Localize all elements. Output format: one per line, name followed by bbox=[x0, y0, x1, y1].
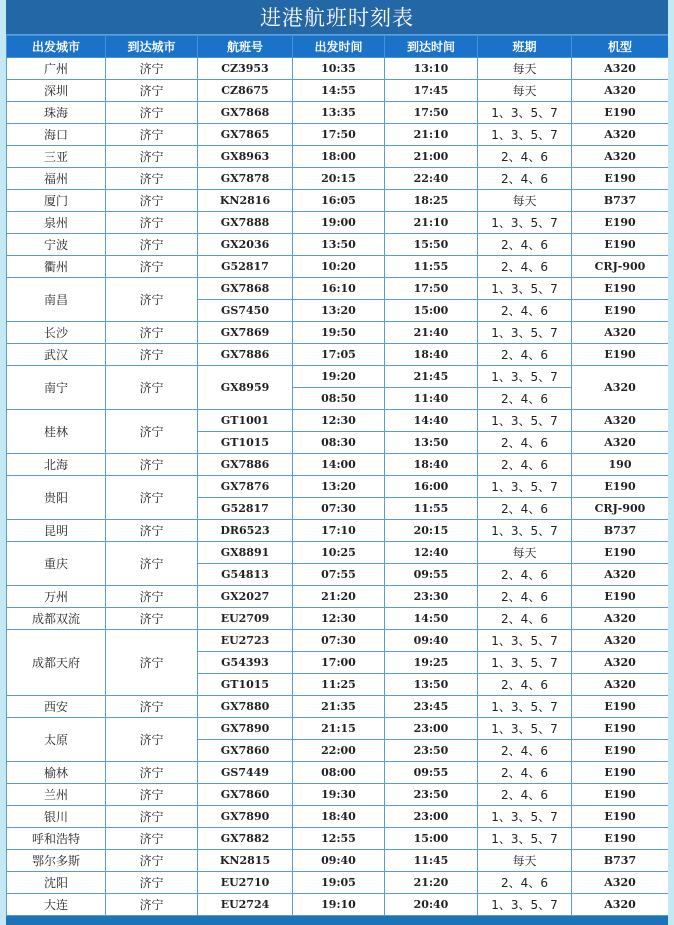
origin-city: 呼和浩特 bbox=[7, 828, 106, 850]
aircraft-type: A320 bbox=[572, 894, 669, 916]
destination-city: 济宁 bbox=[106, 322, 198, 344]
aircraft-type: CRJ-900 bbox=[572, 256, 669, 278]
departure-time: 19:20 bbox=[293, 366, 385, 388]
arrival-time: 23:50 bbox=[385, 740, 478, 762]
arrival-time: 23:45 bbox=[385, 696, 478, 718]
arrival-time: 23:00 bbox=[385, 806, 478, 828]
destination-city: 济宁 bbox=[106, 256, 198, 278]
header-arrival-time: 到达时间 bbox=[385, 36, 478, 58]
origin-city: 重庆 bbox=[7, 542, 106, 586]
aircraft-type: E190 bbox=[572, 278, 669, 300]
schedule-days: 2、4、6 bbox=[478, 498, 572, 520]
table-row bbox=[7, 476, 669, 498]
header-schedule-days: 班期 bbox=[478, 36, 572, 58]
origin-city: 宁波 bbox=[7, 234, 106, 256]
schedule-body bbox=[7, 58, 669, 916]
departure-time: 14:00 bbox=[293, 454, 385, 476]
table-row bbox=[7, 168, 669, 190]
schedule-days: 每天 bbox=[478, 80, 572, 102]
departure-time: 21:20 bbox=[293, 586, 385, 608]
flight-number: G52817 bbox=[198, 498, 293, 520]
departure-time: 16:05 bbox=[293, 190, 385, 212]
departure-time: 17:00 bbox=[293, 652, 385, 674]
departure-time: 09:40 bbox=[293, 850, 385, 872]
departure-time: 07:30 bbox=[293, 630, 385, 652]
departure-time: 13:50 bbox=[293, 234, 385, 256]
schedule-days: 1、3、5、7 bbox=[478, 322, 572, 344]
schedule-days: 1、3、5、7 bbox=[478, 212, 572, 234]
origin-city: 兰州 bbox=[7, 784, 106, 806]
departure-time: 21:35 bbox=[293, 696, 385, 718]
table-row bbox=[7, 586, 669, 608]
table-row bbox=[7, 80, 669, 102]
destination-city: 济宁 bbox=[106, 410, 198, 454]
flight-number: GX7886 bbox=[198, 454, 293, 476]
departure-time: 20:15 bbox=[293, 168, 385, 190]
arrival-time: 11:40 bbox=[385, 388, 478, 410]
flight-number: DR6523 bbox=[198, 520, 293, 542]
table-row bbox=[7, 212, 669, 234]
flight-number: G52817 bbox=[198, 256, 293, 278]
aircraft-type: E190 bbox=[572, 542, 669, 564]
flight-number: GX7876 bbox=[198, 476, 293, 498]
origin-city: 大连 bbox=[7, 894, 106, 916]
departure-time: 08:50 bbox=[293, 388, 385, 410]
flight-number: GX7860 bbox=[198, 784, 293, 806]
table-row bbox=[7, 806, 669, 828]
table-row bbox=[7, 234, 669, 256]
flight-number: GX7878 bbox=[198, 168, 293, 190]
table-row bbox=[7, 102, 669, 124]
schedule-days: 2、4、6 bbox=[478, 674, 572, 696]
schedule-days: 1、3、5、7 bbox=[478, 102, 572, 124]
arrival-time: 21:20 bbox=[385, 872, 478, 894]
departure-time: 22:00 bbox=[293, 740, 385, 762]
departure-time: 10:35 bbox=[293, 58, 385, 80]
arrival-time: 23:00 bbox=[385, 718, 478, 740]
arrival-schedule-table bbox=[6, 35, 668, 916]
flight-number: GX8891 bbox=[198, 542, 293, 564]
departure-time: 10:20 bbox=[293, 256, 385, 278]
title-bar bbox=[6, 0, 668, 35]
table-row bbox=[7, 256, 669, 278]
flight-number: GT1015 bbox=[198, 432, 293, 454]
departure-time: 12:55 bbox=[293, 828, 385, 850]
origin-city: 贵阳 bbox=[7, 476, 106, 520]
origin-city: 北海 bbox=[7, 454, 106, 476]
departure-time: 12:30 bbox=[293, 608, 385, 630]
origin-city: 珠海 bbox=[7, 102, 106, 124]
aircraft-type: A320 bbox=[572, 674, 669, 696]
header-departure-time: 出发时间 bbox=[293, 36, 385, 58]
flight-number: GT1015 bbox=[198, 674, 293, 696]
arrival-time: 14:50 bbox=[385, 608, 478, 630]
destination-city: 济宁 bbox=[106, 784, 198, 806]
schedule-days: 2、4、6 bbox=[478, 740, 572, 762]
schedule-days: 每天 bbox=[478, 542, 572, 564]
destination-city: 济宁 bbox=[106, 80, 198, 102]
departure-time: 17:50 bbox=[293, 124, 385, 146]
aircraft-type: E190 bbox=[572, 740, 669, 762]
table-row bbox=[7, 696, 669, 718]
arrival-time: 21:00 bbox=[385, 146, 478, 168]
aircraft-type: A320 bbox=[572, 80, 669, 102]
destination-city: 济宁 bbox=[106, 168, 198, 190]
aircraft-type: A320 bbox=[572, 410, 669, 432]
schedule-days: 2、4、6 bbox=[478, 300, 572, 322]
destination-city: 济宁 bbox=[106, 586, 198, 608]
flight-number: GX7880 bbox=[198, 696, 293, 718]
aircraft-type: B737 bbox=[572, 850, 669, 872]
schedule-days: 2、4、6 bbox=[478, 586, 572, 608]
arrival-time: 15:00 bbox=[385, 300, 478, 322]
arrival-time: 17:50 bbox=[385, 278, 478, 300]
schedule-days: 1、3、5、7 bbox=[478, 894, 572, 916]
table-row bbox=[7, 58, 669, 80]
destination-city: 济宁 bbox=[106, 58, 198, 80]
table-row bbox=[7, 322, 669, 344]
flight-number: GX7890 bbox=[198, 806, 293, 828]
schedule-days: 2、4、6 bbox=[478, 256, 572, 278]
destination-city: 济宁 bbox=[106, 828, 198, 850]
arrival-time: 12:40 bbox=[385, 542, 478, 564]
header-flight-no: 航班号 bbox=[198, 36, 293, 58]
table-row bbox=[7, 520, 669, 542]
flight-number: GX7886 bbox=[198, 344, 293, 366]
origin-city: 深圳 bbox=[7, 80, 106, 102]
destination-city: 济宁 bbox=[106, 146, 198, 168]
arrival-time: 15:50 bbox=[385, 234, 478, 256]
arrival-time: 18:40 bbox=[385, 454, 478, 476]
departure-time: 19:05 bbox=[293, 872, 385, 894]
destination-city: 济宁 bbox=[106, 520, 198, 542]
aircraft-type: A320 bbox=[572, 366, 669, 410]
aircraft-type: A320 bbox=[572, 872, 669, 894]
flight-number: G54813 bbox=[198, 564, 293, 586]
aircraft-type: E190 bbox=[572, 168, 669, 190]
table-row bbox=[7, 828, 669, 850]
departure-time: 13:20 bbox=[293, 300, 385, 322]
schedule-days: 2、4、6 bbox=[478, 762, 572, 784]
destination-city: 济宁 bbox=[106, 718, 198, 762]
schedule-panel bbox=[6, 0, 668, 925]
flight-number: GX7860 bbox=[198, 740, 293, 762]
departure-time: 08:00 bbox=[293, 762, 385, 784]
schedule-days: 1、3、5、7 bbox=[478, 278, 572, 300]
flight-number: G54393 bbox=[198, 652, 293, 674]
arrival-time: 20:40 bbox=[385, 894, 478, 916]
origin-city: 南宁 bbox=[7, 366, 106, 410]
departure-time: 08:30 bbox=[293, 432, 385, 454]
origin-city: 成都天府 bbox=[7, 630, 106, 696]
table-row bbox=[7, 278, 669, 300]
aircraft-type: A320 bbox=[572, 608, 669, 630]
departure-time: 07:55 bbox=[293, 564, 385, 586]
departure-time: 21:15 bbox=[293, 718, 385, 740]
aircraft-type: B737 bbox=[572, 520, 669, 542]
arrival-time: 23:50 bbox=[385, 784, 478, 806]
destination-city: 济宁 bbox=[106, 476, 198, 520]
arrival-time: 17:45 bbox=[385, 80, 478, 102]
flight-number: EU2723 bbox=[198, 630, 293, 652]
destination-city: 济宁 bbox=[106, 630, 198, 696]
arrival-time: 11:45 bbox=[385, 850, 478, 872]
schedule-days: 2、4、6 bbox=[478, 432, 572, 454]
schedule-days: 2、4、6 bbox=[478, 344, 572, 366]
table-row bbox=[7, 872, 669, 894]
table-row bbox=[7, 344, 669, 366]
aircraft-type: E190 bbox=[572, 300, 669, 322]
table-row bbox=[7, 630, 669, 652]
page-title: 进港航班时刻表 bbox=[260, 6, 414, 30]
flight-number: GS7450 bbox=[198, 300, 293, 322]
table-row bbox=[7, 190, 669, 212]
origin-city: 衢州 bbox=[7, 256, 106, 278]
table-row bbox=[7, 608, 669, 630]
table-row bbox=[7, 784, 669, 806]
destination-city: 济宁 bbox=[106, 366, 198, 410]
arrival-time: 09:40 bbox=[385, 630, 478, 652]
flight-number: EU2709 bbox=[198, 608, 293, 630]
aircraft-type: CRJ-900 bbox=[572, 498, 669, 520]
schedule-days: 2、4、6 bbox=[478, 872, 572, 894]
schedule-days: 2、4、6 bbox=[478, 608, 572, 630]
schedule-days: 1、3、5、7 bbox=[478, 696, 572, 718]
departure-time: 17:05 bbox=[293, 344, 385, 366]
table-row bbox=[7, 542, 669, 564]
destination-city: 济宁 bbox=[106, 894, 198, 916]
header-destination: 到达城市 bbox=[106, 36, 198, 58]
origin-city: 厦门 bbox=[7, 190, 106, 212]
aircraft-type: E190 bbox=[572, 696, 669, 718]
header-aircraft: 机型 bbox=[572, 36, 669, 58]
flight-number: GX8963 bbox=[198, 146, 293, 168]
schedule-days: 2、4、6 bbox=[478, 168, 572, 190]
aircraft-type: A320 bbox=[572, 322, 669, 344]
flight-number: KN2815 bbox=[198, 850, 293, 872]
table-row bbox=[7, 124, 669, 146]
aircraft-type: A320 bbox=[572, 124, 669, 146]
schedule-days: 每天 bbox=[478, 850, 572, 872]
arrival-time: 15:00 bbox=[385, 828, 478, 850]
schedule-days: 1、3、5、7 bbox=[478, 410, 572, 432]
destination-city: 济宁 bbox=[106, 278, 198, 322]
flight-number: GX2036 bbox=[198, 234, 293, 256]
flight-number: GX8959 bbox=[198, 366, 293, 410]
schedule-days: 2、4、6 bbox=[478, 564, 572, 586]
arrival-time: 13:50 bbox=[385, 432, 478, 454]
destination-city: 济宁 bbox=[106, 850, 198, 872]
departure-time: 17:10 bbox=[293, 520, 385, 542]
origin-city: 太原 bbox=[7, 718, 106, 762]
arrival-time: 16:00 bbox=[385, 476, 478, 498]
flight-number: GX7888 bbox=[198, 212, 293, 234]
flight-number: GX7890 bbox=[198, 718, 293, 740]
schedule-days: 2、4、6 bbox=[478, 388, 572, 410]
origin-city: 昆明 bbox=[7, 520, 106, 542]
aircraft-type: E190 bbox=[572, 234, 669, 256]
table-row bbox=[7, 454, 669, 476]
origin-city: 福州 bbox=[7, 168, 106, 190]
table-row bbox=[7, 850, 669, 872]
arrival-time: 18:40 bbox=[385, 344, 478, 366]
arrival-time: 09:55 bbox=[385, 762, 478, 784]
destination-city: 济宁 bbox=[106, 806, 198, 828]
origin-city: 西安 bbox=[7, 696, 106, 718]
departure-time: 13:20 bbox=[293, 476, 385, 498]
aircraft-type: E190 bbox=[572, 718, 669, 740]
table-row bbox=[7, 894, 669, 916]
header-origin: 出发城市 bbox=[7, 36, 106, 58]
destination-city: 济宁 bbox=[106, 454, 198, 476]
arrival-time: 21:40 bbox=[385, 322, 478, 344]
aircraft-type: A320 bbox=[572, 652, 669, 674]
departure-time: 11:25 bbox=[293, 674, 385, 696]
origin-city: 成都双流 bbox=[7, 608, 106, 630]
table-row bbox=[7, 366, 669, 388]
arrival-time: 17:50 bbox=[385, 102, 478, 124]
aircraft-type: A320 bbox=[572, 58, 669, 80]
arrival-time: 19:25 bbox=[385, 652, 478, 674]
departure-time: 16:10 bbox=[293, 278, 385, 300]
schedule-days: 1、3、5、7 bbox=[478, 630, 572, 652]
flight-number: GX7882 bbox=[198, 828, 293, 850]
schedule-days: 1、3、5、7 bbox=[478, 476, 572, 498]
origin-city: 银川 bbox=[7, 806, 106, 828]
arrival-time: 21:10 bbox=[385, 124, 478, 146]
arrival-time: 21:45 bbox=[385, 366, 478, 388]
destination-city: 济宁 bbox=[106, 212, 198, 234]
departure-time: 19:30 bbox=[293, 784, 385, 806]
departure-time: 18:40 bbox=[293, 806, 385, 828]
aircraft-type: A320 bbox=[572, 564, 669, 586]
schedule-days: 1、3、5、7 bbox=[478, 828, 572, 850]
origin-city: 沈阳 bbox=[7, 872, 106, 894]
aircraft-type: A320 bbox=[572, 630, 669, 652]
arrival-time: 13:50 bbox=[385, 674, 478, 696]
flight-number: GX7868 bbox=[198, 278, 293, 300]
origin-city: 桂林 bbox=[7, 410, 106, 454]
table-row bbox=[7, 762, 669, 784]
flight-number: GS7449 bbox=[198, 762, 293, 784]
destination-city: 济宁 bbox=[106, 696, 198, 718]
destination-city: 济宁 bbox=[106, 234, 198, 256]
arrival-time: 09:55 bbox=[385, 564, 478, 586]
schedule-days: 每天 bbox=[478, 58, 572, 80]
aircraft-type: E190 bbox=[572, 212, 669, 234]
schedule-days: 1、3、5、7 bbox=[478, 652, 572, 674]
schedule-days: 1、3、5、7 bbox=[478, 520, 572, 542]
arrival-time: 11:55 bbox=[385, 498, 478, 520]
destination-city: 济宁 bbox=[106, 872, 198, 894]
origin-city: 海口 bbox=[7, 124, 106, 146]
flight-number: GX7869 bbox=[198, 322, 293, 344]
destination-city: 济宁 bbox=[106, 190, 198, 212]
flight-number: GX7865 bbox=[198, 124, 293, 146]
schedule-days: 2、4、6 bbox=[478, 234, 572, 256]
destination-city: 济宁 bbox=[106, 762, 198, 784]
origin-city: 榆林 bbox=[7, 762, 106, 784]
flight-number: GX7868 bbox=[198, 102, 293, 124]
origin-city: 三亚 bbox=[7, 146, 106, 168]
destination-city: 济宁 bbox=[106, 608, 198, 630]
aircraft-type: E190 bbox=[572, 102, 669, 124]
origin-city: 武汉 bbox=[7, 344, 106, 366]
departure-time: 19:00 bbox=[293, 212, 385, 234]
table-row bbox=[7, 410, 669, 432]
departure-time: 19:10 bbox=[293, 894, 385, 916]
departure-time: 18:00 bbox=[293, 146, 385, 168]
departure-time: 07:30 bbox=[293, 498, 385, 520]
schedule-days: 1、3、5、7 bbox=[478, 366, 572, 388]
arrival-time: 21:10 bbox=[385, 212, 478, 234]
flight-number: EU2724 bbox=[198, 894, 293, 916]
aircraft-type: E190 bbox=[572, 784, 669, 806]
aircraft-type: E190 bbox=[572, 806, 669, 828]
origin-city: 万州 bbox=[7, 586, 106, 608]
departure-time: 19:50 bbox=[293, 322, 385, 344]
arrival-time: 11:55 bbox=[385, 256, 478, 278]
flight-number: GX2027 bbox=[198, 586, 293, 608]
schedule-days: 2、4、6 bbox=[478, 454, 572, 476]
origin-city: 泉州 bbox=[7, 212, 106, 234]
aircraft-type: A320 bbox=[572, 146, 669, 168]
departure-time: 13:35 bbox=[293, 102, 385, 124]
departure-time: 14:55 bbox=[293, 80, 385, 102]
origin-city: 长沙 bbox=[7, 322, 106, 344]
destination-city: 济宁 bbox=[106, 124, 198, 146]
origin-city: 鄂尔多斯 bbox=[7, 850, 106, 872]
origin-city: 南昌 bbox=[7, 278, 106, 322]
aircraft-type: E190 bbox=[572, 828, 669, 850]
aircraft-type: E190 bbox=[572, 476, 669, 498]
flight-number: KN2816 bbox=[198, 190, 293, 212]
destination-city: 济宁 bbox=[106, 542, 198, 586]
aircraft-type: A320 bbox=[572, 432, 669, 454]
arrival-time: 23:30 bbox=[385, 586, 478, 608]
aircraft-type: E190 bbox=[572, 586, 669, 608]
origin-city: 广州 bbox=[7, 58, 106, 80]
arrival-time: 20:15 bbox=[385, 520, 478, 542]
flight-number: GT1001 bbox=[198, 410, 293, 432]
flight-number: EU2710 bbox=[198, 872, 293, 894]
schedule-days: 2、4、6 bbox=[478, 146, 572, 168]
aircraft-type: E190 bbox=[572, 344, 669, 366]
schedule-days: 1、3、5、7 bbox=[478, 806, 572, 828]
arrival-time: 13:10 bbox=[385, 58, 478, 80]
schedule-days: 每天 bbox=[478, 190, 572, 212]
table-row bbox=[7, 146, 669, 168]
aircraft-type: B737 bbox=[572, 190, 669, 212]
aircraft-type: 190 bbox=[572, 454, 669, 476]
destination-city: 济宁 bbox=[106, 344, 198, 366]
schedule-days: 1、3、5、7 bbox=[478, 718, 572, 740]
arrival-time: 14:40 bbox=[385, 410, 478, 432]
flight-number: CZ3953 bbox=[198, 58, 293, 80]
aircraft-type: E190 bbox=[572, 762, 669, 784]
schedule-days: 2、4、6 bbox=[478, 784, 572, 806]
table-row bbox=[7, 718, 669, 740]
schedule-days: 1、3、5、7 bbox=[478, 124, 572, 146]
departure-time: 12:30 bbox=[293, 410, 385, 432]
departure-time: 10:25 bbox=[293, 542, 385, 564]
destination-city: 济宁 bbox=[106, 102, 198, 124]
flight-number: CZ8675 bbox=[198, 80, 293, 102]
arrival-time: 22:40 bbox=[385, 168, 478, 190]
arrival-time: 18:25 bbox=[385, 190, 478, 212]
header-row bbox=[7, 36, 669, 58]
